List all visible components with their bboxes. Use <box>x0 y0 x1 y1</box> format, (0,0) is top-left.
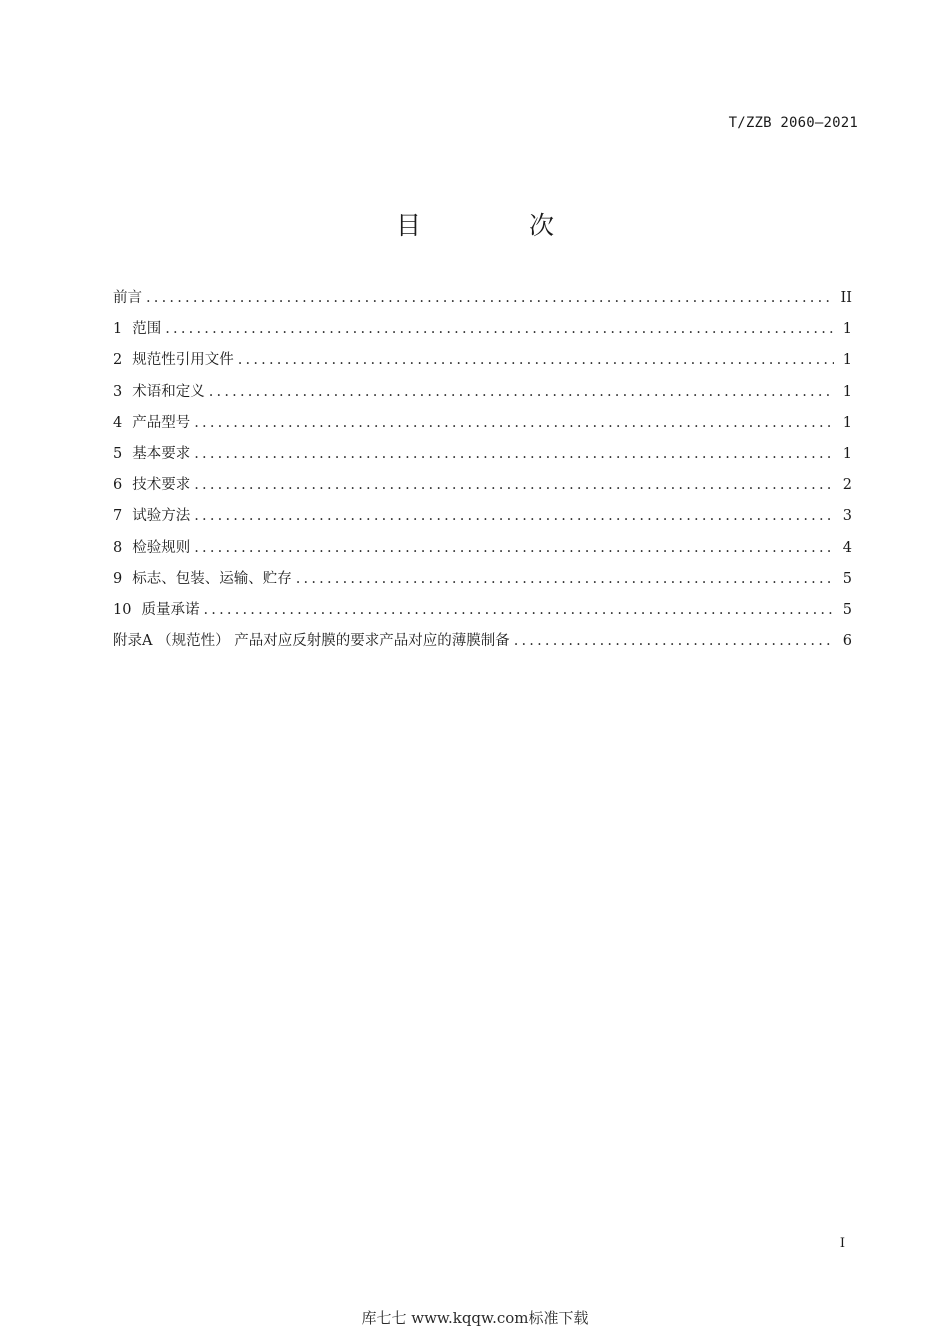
toc-entry-label: 前言 <box>113 290 142 306</box>
toc-leader-dots <box>194 536 834 560</box>
toc-entry-page: 5 <box>842 570 852 587</box>
toc-leader-dots <box>194 442 834 466</box>
toc-entry-terms-definitions[interactable] <box>113 380 852 411</box>
toc-entry-label: 检验规则 <box>132 539 191 556</box>
toc-entry-technical-requirements[interactable] <box>113 473 852 504</box>
toc-entry-label: 产品型号 <box>132 414 191 431</box>
toc-entry-page: 6 <box>842 633 852 650</box>
toc-entry-page: 4 <box>842 539 852 556</box>
toc-entry-page: 3 <box>842 508 852 525</box>
toc-title: 目 次 <box>396 211 604 240</box>
toc-leader-dots <box>165 317 834 341</box>
toc-entry-basic-requirements[interactable] <box>113 442 852 473</box>
toc-entry-page: 1 <box>842 321 852 338</box>
toc-entry-quality-commitment[interactable] <box>113 598 852 629</box>
toc-leader-dots <box>514 629 834 653</box>
toc-entry-label: 术语和定义 <box>132 383 205 400</box>
toc-entry-label: 技术要求 <box>132 477 191 494</box>
toc-entry-scope[interactable] <box>113 317 852 348</box>
toc-entry-label: 范围 <box>132 321 162 338</box>
toc-entry-normative-references[interactable] <box>113 348 852 379</box>
toc-entry-page: 1 <box>842 352 852 369</box>
toc-entry-appendix-a[interactable] <box>113 629 852 660</box>
toc-entry-page: 1 <box>842 414 852 431</box>
toc-entry-number: 7 <box>113 508 123 525</box>
toc-entry-number: 10 <box>113 601 132 618</box>
toc-entry-label: 规范性引用文件 <box>132 352 234 369</box>
toc-entry-page: 1 <box>842 383 852 400</box>
toc-entry-number: 5 <box>113 445 123 462</box>
toc-leader-dots <box>209 380 834 404</box>
toc-entry-number: 1 <box>113 321 123 338</box>
toc-leader-dots <box>296 567 834 591</box>
toc-entry-page: 1 <box>842 445 852 462</box>
toc-entry-foreword[interactable] <box>113 286 852 317</box>
toc-leader-dots <box>238 348 834 372</box>
toc-entry-number: 8 <box>113 539 123 556</box>
toc-entry-page: II <box>840 290 852 306</box>
toc-entry-marking-packaging[interactable] <box>113 567 852 598</box>
toc-entry-label: 附录A （规范性） 产品对应反射膜的要求产品对应的薄膜制备 <box>113 633 510 650</box>
toc-entry-number: 6 <box>113 477 123 494</box>
toc-leader-dots <box>194 473 834 497</box>
toc-entry-product-model[interactable] <box>113 411 852 442</box>
toc-entry-number: 4 <box>113 414 123 431</box>
toc-entry-label: 标志、包装、运输、贮存 <box>132 570 292 587</box>
toc-leader-dots <box>194 411 834 435</box>
toc-entry-inspection-rules[interactable] <box>113 536 852 567</box>
document-code: T/ZZB 2060—2021 <box>728 115 858 131</box>
toc-entry-label: 质量承诺 <box>141 601 200 618</box>
toc-entry-page: 5 <box>842 601 852 618</box>
page-number: I <box>839 1236 845 1251</box>
toc-leader-dots <box>203 598 834 622</box>
toc-entry-number: 9 <box>113 570 123 587</box>
toc-entry-label: 试验方法 <box>132 508 191 525</box>
toc-entry-test-methods[interactable] <box>113 504 852 535</box>
toc-entry-number: 2 <box>113 352 123 369</box>
toc-entry-label: 基本要求 <box>132 445 191 462</box>
toc-list <box>113 286 852 660</box>
footer-watermark: 库七七 www.kqqw.com标准下载 <box>361 1309 589 1327</box>
toc-entry-number: 3 <box>113 383 123 400</box>
toc-leader-dots <box>194 504 834 528</box>
toc-leader-dots <box>146 286 834 310</box>
toc-entry-page: 2 <box>842 477 852 494</box>
